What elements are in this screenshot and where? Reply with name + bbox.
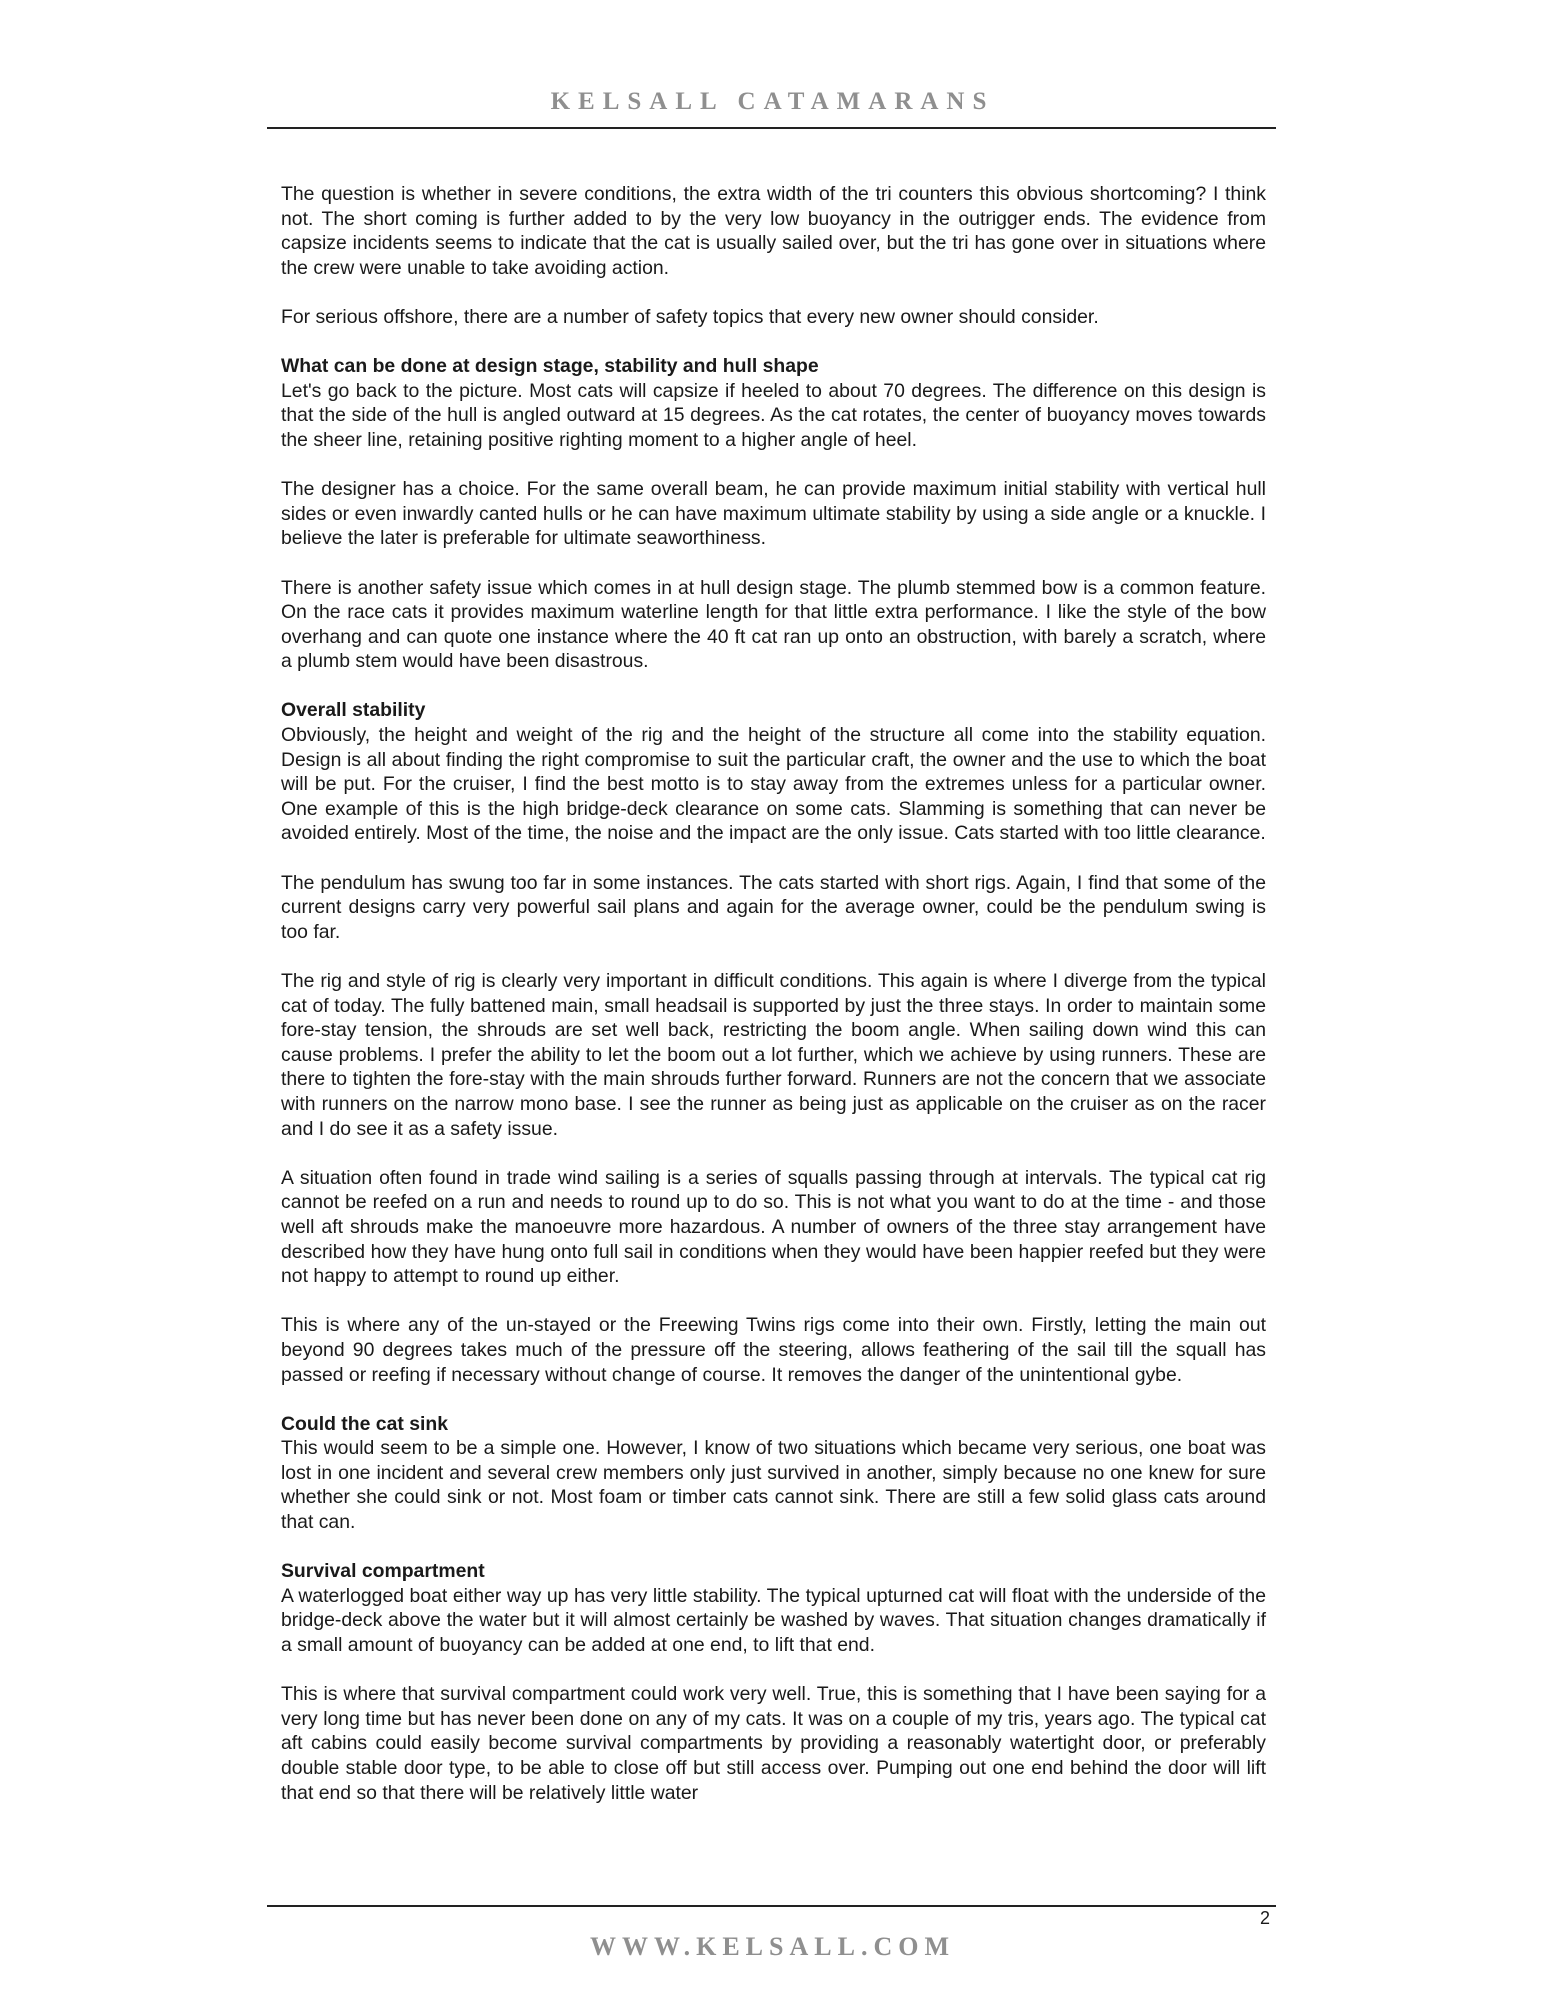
intro-paragraph: For serious offshore, there are a number of safety topics that every new owner should consider. [281,305,1099,328]
body-paragraph: Let's go back to the picture. Most cats will capsize if heeled to about 70 degrees. The difference on this design is that the side of the hull is angled outward at 15 degrees. As the cat rotates, the center of buoyancy moves towards the sheer line, retaining positive righting moment to a higher angle of heel. [281,379,1266,451]
header-title: KELSALL CATAMARANS [550,88,995,115]
section-heading: Survival compartment [281,1560,485,1583]
body-paragraph: The pendulum has swung too far in some instances. The cats started with short rigs. Again, I find that some of the current designs carry very powerful sail plans and again for the average owner, could be the pendulum swing is too far. [281,871,1266,943]
footer-rule [267,1905,1276,1907]
intro-paragraph: The question is whether in severe conditions, the extra width of the tri counters this obvious shortcoming? I think not. The short coming is further added to by the very low buoyancy in the outrigger ends. The evidence from capsize incidents seems to indicate that the cat is usually sailed over, but the tri has gone over in situations where the crew were unable to take avoiding action. [281,183,1266,279]
body-paragraph: The rig and style of rig is clearly very important in difficult conditions. This again is where I diverge from the typical cat of today. The fully battened main, small headsail is supported by just the three stays. In order to maintain some fore-stay tension, the shrouds are set well back, restricting the boom angle. When sailing down wind this can cause problems. I prefer the ability to let the boom out a lot further, which we achieve by using runners. These are there to tighten the fore-stay with the main shrouds further forward. Runners are not the concern that we associate with runners on the narrow mono base. I see the runner as being just as applicable on the cruiser as on the racer and I do see it as a safety issue. [281,970,1266,1140]
document-body [281,182,1266,1830]
body-paragraph: This would seem to be a simple one. However, I know of two situations which became very serious, one boat was lost in one incident and several crew members only just survived in another, simply because no one knew for sure whether she could sink or not. Most foam or timber cats cannot sink. There are still a few solid glass cats around that can. [281,1437,1266,1534]
body-paragraph: There is another safety issue which comes in at hull design stage. The plumb stemmed bow is a common feature. On the race cats it provides maximum waterline length for that little extra performance. I like the style of the bow overhang and can quote one instance where the 40 ft cat ran up onto an obstruction, with barely a scratch, where a plumb stem would have been disastrous. [281,576,1266,673]
footer-url: WWW.KELSALL.COM [590,1932,955,1961]
body-paragraph: A situation often found in trade wind sailing is a series of squalls passing through at intervals. The typical cat rig cannot be reefed on a run and needs to round up to do so. This is not what you want to do at the time - and those well aft shrouds make the manoeuvre more hazardous. A number of owners of the three stay arrangement have described how they have hung onto full sail in conditions when they would have been happier reefed but they were not happy to attempt to round up either. [281,1166,1266,1288]
body-paragraph: This is where that survival compartment could work very well. True, this is something that I have been saying for a very long time but has never been done on any of my cats. It was on a couple of my tris, years ago. The typical cat aft cabins could easily become survival compartments by providing a reasonably watertight door, or preferably double stable door type, to be able to close off but still access over. Pumping out one end behind the door will lift that end so that there will be relatively little water [281,1683,1266,1804]
page-number: 2 [1259,1908,1270,1928]
section-heading: Overall stability [281,699,426,722]
section-heading: Could the cat sink [281,1412,448,1435]
body-paragraph: Obviously, the height and weight of the rig and the height of the structure all come into the stability equation. Design is all about finding the right compromise to suit the particular craft, the owner and the use to which the boat will be put. For the cruiser, I find the best motto is to stay away from the extremes unless for a particular owner. One example of this is the high bridge-deck clearance on some cats. Slamming is something that can never be avoided entirely. Most of the time, the noise and the impact are the only issue. Cats started with too little clearance. [281,724,1266,845]
body-paragraph: A waterlogged boat either way up has very little stability. The typical upturned cat will float with the underside of the bridge-deck above the water but it will almost certainly be washed by waves. That situation changes dramatically if a small amount of buoyancy can be added at one end, to lift that end. [281,1584,1266,1657]
section-heading: What can be done at design stage, stability and hull shape [281,355,819,378]
header-rule [267,127,1276,129]
body-paragraph: This is where any of the un-stayed or the Freewing Twins rigs come into their own. Firstly, letting the main out beyond 90 degrees takes much of the pressure off the steering, allows feathering of the sail till the squall has passed or reefing if necessary without change of course. It removes the danger of the unintentional gybe. [281,1314,1266,1386]
body-paragraph: The designer has a choice. For the same overall beam, he can provide maximum initial stability with vertical hull sides or even inwardly canted hulls or he can have maximum ultimate stability by using a side angle or a knuckle. I believe the later is preferable for ultimate seaworthiness. [281,478,1266,550]
